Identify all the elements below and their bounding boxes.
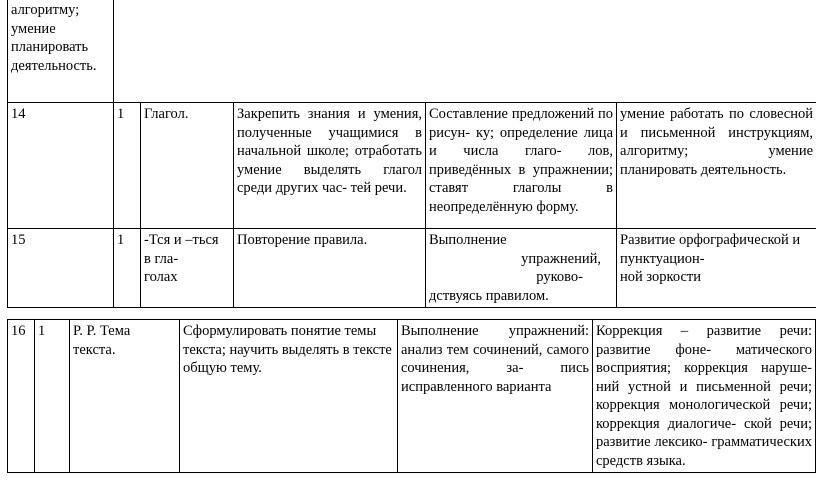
activity-line: упражнений,	[521, 250, 601, 267]
continuation-row	[8, 0, 816, 103]
lesson-skills: Коррекция – развитие речи: развитие фоне- матического восприятия; коррекция наруше- ний устной и письменной речи; коррекция монологической речи; коррекция диалогиче- ской речи; развитие лексико- грамматических средств языка.	[593, 320, 816, 473]
lesson-skills: умение работать по словесной и письменной инструкциям, алгоритму; умение планировать деятельность.	[617, 103, 816, 229]
continuation-cell	[8, 0, 114, 103]
activity-line: дствуясь правилом.	[429, 287, 549, 304]
table-row-14	[8, 103, 816, 229]
lesson-topic	[141, 229, 234, 308]
lesson-topic: Р. Р. Тема текста.	[70, 320, 180, 473]
lesson-hours: 1	[114, 229, 141, 308]
lesson-topic: Глагол.	[141, 103, 234, 229]
lesson-goals: Повторение правила.	[234, 229, 426, 308]
topic-line: в гла-	[144, 250, 179, 267]
lesson-goals: Закрепить знания и умения, полученные учащимися в начальной школе; отработать умение выделять глагол среди других час- тей речи.	[234, 103, 426, 229]
lesson-plan-table-bottom	[7, 319, 816, 473]
table-row-15	[8, 229, 816, 308]
continuation-line: алгоритму;	[11, 2, 80, 18]
activity-line: Выполнение	[429, 232, 507, 248]
lesson-skills	[617, 229, 816, 308]
continuation-line: планировать	[11, 39, 89, 55]
skills-line: Развитие орфографической и	[620, 232, 801, 248]
topic-line: -Тся и –ться	[144, 232, 219, 248]
lesson-activity: Выполнение упражнений: анализ тем сочинений, самого сочинения, за- пись исправленного варианта	[398, 320, 593, 473]
lesson-goals: Сформулировать понятие темы текста; научить выделять в тексте общую тему.	[180, 320, 398, 473]
lesson-plan-table-top	[7, 0, 816, 308]
continuation-line: умение	[11, 20, 56, 37]
topic-line: голах	[144, 269, 178, 285]
lesson-number: 14	[8, 103, 114, 229]
lesson-number: 16	[8, 320, 35, 473]
skills-line: ной зоркости	[620, 269, 701, 285]
continuation-empty-cell	[114, 0, 816, 103]
lesson-hours: 1	[35, 320, 70, 473]
lesson-number: 15	[8, 229, 114, 308]
lesson-activity	[426, 229, 617, 308]
continuation-line: деятельность.	[11, 57, 97, 74]
table-row-16	[8, 320, 816, 473]
skills-line: пунктуацион-	[620, 250, 705, 267]
activity-line: руково-	[536, 269, 583, 285]
lesson-activity: Составление предложений по рисун- ку; определение лица и числа глаго- лов, приведённых в упражнении; ставят глаголы в неопределённую форму.	[426, 103, 617, 229]
lesson-hours: 1	[114, 103, 141, 229]
